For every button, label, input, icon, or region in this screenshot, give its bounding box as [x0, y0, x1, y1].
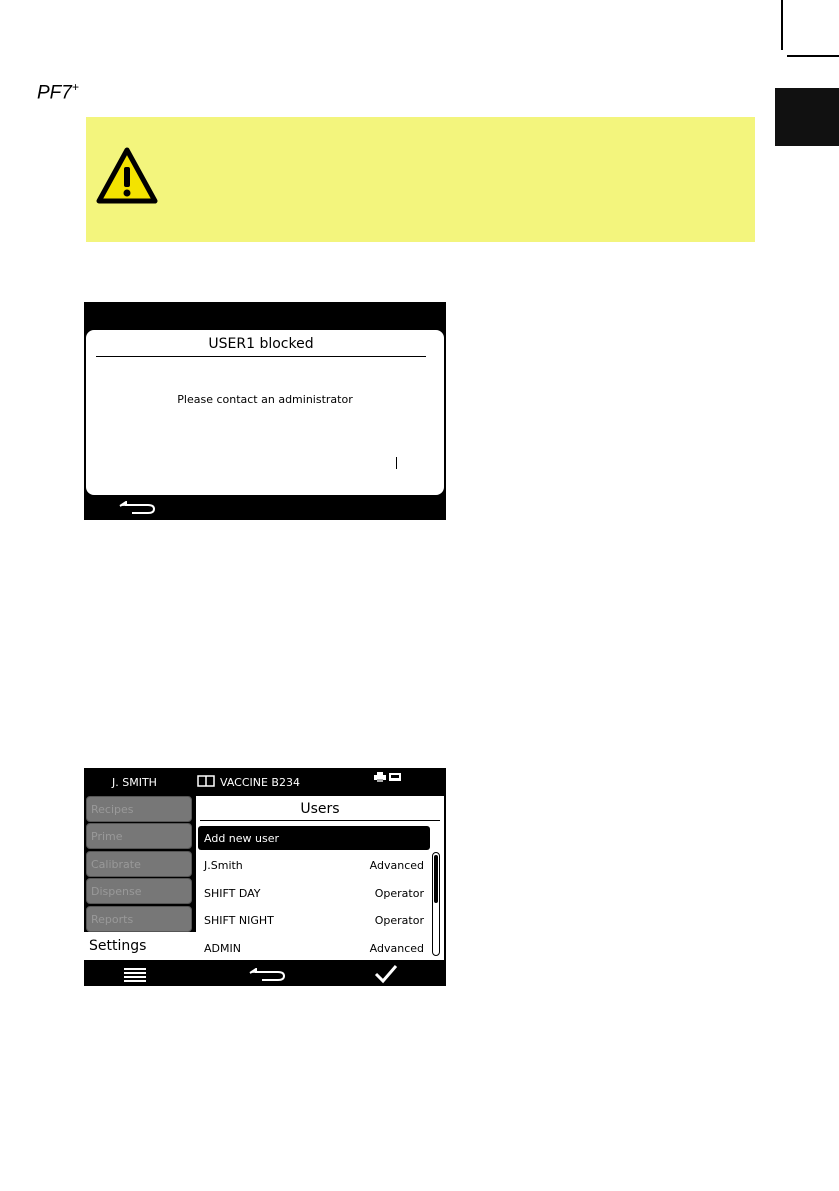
list-item-user[interactable] [198, 881, 430, 905]
document-title-sup: + [71, 80, 79, 94]
panel-title: Users [200, 801, 440, 821]
users-panel [196, 796, 444, 960]
list-item-user[interactable] [198, 853, 430, 877]
list-item-add-user[interactable] [198, 826, 430, 850]
blocked-user-screen [84, 302, 446, 520]
menu-icon[interactable] [124, 968, 146, 982]
document-title-text: PF7 [37, 82, 72, 104]
crop-mark-vertical [781, 0, 783, 50]
row-name: SHIFT NIGHT [204, 914, 274, 927]
row-role: Advanced [369, 942, 424, 955]
menu-item-calibrate[interactable]: Calibrate [86, 851, 192, 877]
top-status-bar [84, 768, 446, 795]
dialog-message: Please contact an administrator [177, 393, 353, 406]
menu-item-dispense[interactable]: Dispense [86, 878, 192, 904]
row-name: J.Smith [204, 859, 243, 872]
row-role: Operator [374, 887, 424, 900]
list-item-user[interactable] [198, 908, 430, 932]
row-name: ADMIN [204, 942, 241, 955]
menu-item-prime[interactable]: Prime [86, 823, 192, 849]
list-scrollbar[interactable] [432, 852, 440, 956]
row-role: Advanced [369, 859, 424, 872]
book-icon [197, 775, 215, 787]
chapter-side-tab [775, 88, 839, 146]
row-name: Add new user [204, 832, 280, 845]
warning-triangle-icon [96, 147, 158, 205]
row-name: SHIFT DAY [204, 887, 261, 900]
back-arrow-icon[interactable] [118, 501, 158, 515]
users-settings-screen [84, 768, 446, 986]
list-item-user[interactable] [198, 936, 430, 960]
menu-item-settings[interactable]: Settings [84, 932, 196, 960]
scrollbar-thumb[interactable] [434, 855, 438, 903]
text-cursor [396, 457, 397, 469]
batch-name: VACCINE B234 [220, 776, 300, 789]
back-arrow-icon[interactable] [248, 968, 288, 982]
checkmark-icon[interactable] [374, 964, 398, 984]
memory-icon [389, 772, 401, 782]
crop-mark-horizontal [787, 55, 839, 57]
dialog-title: USER1 blocked [96, 336, 426, 357]
menu-item-recipes[interactable]: Recipes [86, 796, 192, 822]
blocked-dialog [86, 330, 444, 495]
menu-item-reports[interactable]: Reports [86, 906, 192, 932]
document-title [37, 80, 79, 104]
row-role: Operator [374, 914, 424, 927]
logged-user: J. SMITH [112, 776, 157, 789]
printer-icon [374, 772, 386, 782]
warning-box [86, 117, 755, 242]
